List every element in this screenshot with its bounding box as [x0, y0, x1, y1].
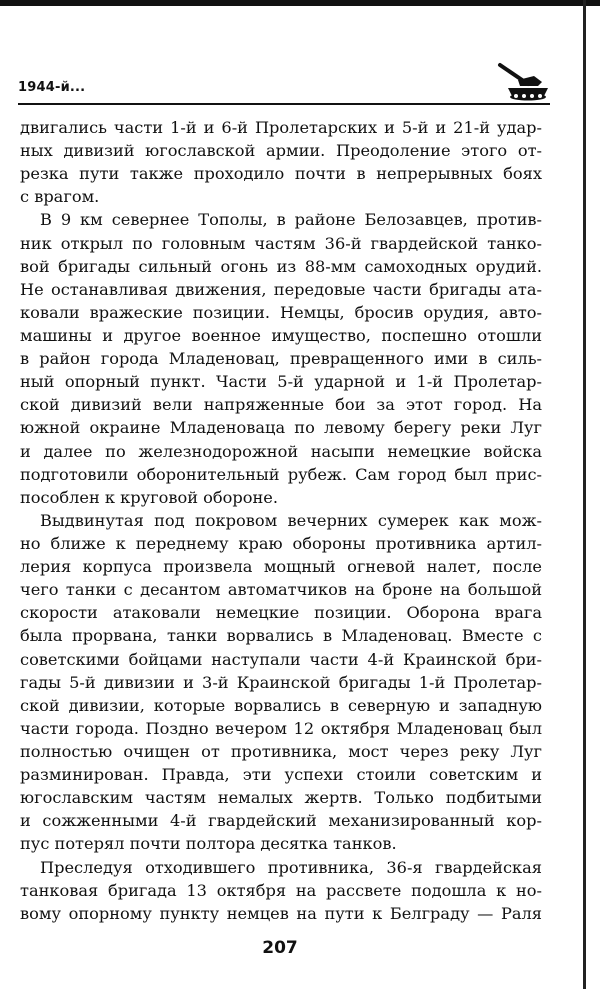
text-line: машины и другое военное имущество, поспешно отошли [20, 325, 542, 345]
text-line: двигались части 1-й и 6-й Пролетарских и 5-й и 21-й удар- [20, 118, 542, 137]
header-rule [18, 103, 550, 105]
text-line: В 9 км севернее Тополы, в районе Белозавцев, против- [40, 210, 542, 230]
text-line: вому опорному пункту немцев на пути к Белграду — Раля [20, 903, 542, 923]
paragraph [20, 116, 542, 208]
text-line: югославским частям немалых жертв. Только подбитыми [20, 788, 542, 808]
scan-edge-line [583, 0, 586, 989]
text-line: подготовили оборонительный рубеж. Сам город был прис- [20, 464, 542, 484]
running-head: 1944-й... [18, 80, 86, 95]
text-line: вой бригады сильный огонь из 88-мм самоходных орудий. [20, 256, 542, 276]
text-line: пус потерял почти полтора десятка танков. [20, 834, 397, 854]
text-line: скорости атаковали немецкие позиции. Оборона врага [20, 603, 542, 623]
text-line: в район города Младеновац, превращенного ими в силь- [20, 349, 542, 369]
text-line: чего танки с десантом автоматчиков на броне на большой [20, 580, 542, 600]
text-line: ской дивизий вели напряженные бои за этот город. На [20, 395, 542, 415]
text-line: полностью очищен от противника, мост через реку Луг [20, 741, 542, 761]
text-line: была прорвана, танки ворвались в Младеновац. Вместе с [20, 626, 542, 646]
text-line: и сожженными 4-й гвардейский механизированный кор- [20, 811, 542, 831]
text-line: пособлен к круговой обороне. [20, 487, 279, 507]
text-line: ник открыл по головным частям 36-й гвардейской танко- [20, 233, 542, 253]
tank-icon [494, 62, 550, 102]
text-line: но ближе к переднему краю обороны противника артил- [20, 533, 542, 553]
page-header [18, 62, 550, 102]
text-line: резка пути также проходило почти в непрерывных боях [20, 164, 542, 184]
paragraph [20, 208, 542, 508]
text-line: лерия корпуса произвела мощный огневой налет, после [20, 557, 542, 577]
text-line: Выдвинутая под покровом вечерних сумерек как мож- [40, 510, 542, 530]
paragraph [20, 509, 542, 856]
text-line: с врагом. [20, 187, 100, 207]
paragraph [20, 856, 542, 925]
text-line: советскими бойцами наступали части 4-й Краинской бри- [20, 649, 542, 669]
text-body [20, 116, 542, 925]
top-border [0, 0, 600, 6]
text-line: южной окраине Младеноваца по левому берегу реки Луг [20, 418, 542, 438]
text-line: ковали вражеские позиции. Немцы, бросив орудия, авто- [20, 302, 542, 322]
page-number: 207 [262, 938, 298, 958]
text-line: ных дивизий югославской армии. Преодоление этого от- [20, 141, 542, 161]
text-line: части города. Поздно вечером 12 октября Младеновац был [20, 718, 542, 738]
text-line: гады 5-й дивизии и 3-й Краинской бригады 1-й Пролетар- [20, 672, 542, 692]
text-line: Преследуя отходившего противника, 36-я гвардейская [40, 857, 542, 877]
text-line: танковая бригада 13 октября на рассвете подошла к но- [20, 880, 542, 900]
text-line: разминирован. Правда, эти успехи стоили советским и [20, 765, 542, 785]
text-line: ской дивизии, которые ворвались в северную и западную [20, 695, 542, 715]
text-line: и далее по железнодорожной насыпи немецкие войска [20, 441, 542, 461]
text-line: ный опорный пункт. Части 5-й ударной и 1-й Пролетар- [20, 372, 542, 392]
text-line: Не останавливая движения, передовые части бригады ата- [20, 279, 542, 299]
